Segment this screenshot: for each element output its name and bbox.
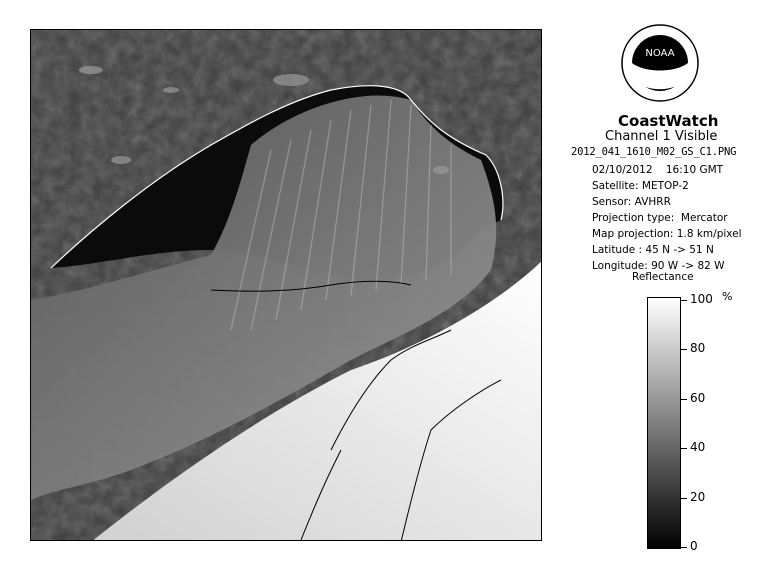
map-projection-label: Map projection: 1.8 km/pixel (592, 228, 742, 240)
scale-unit: % (722, 290, 733, 303)
scale-tick-label: 0 (690, 539, 698, 553)
scale-tick-mark (681, 547, 687, 548)
latitude-label: Latitude : 45 N -> 51 N (592, 244, 714, 256)
scale-tick-mark (681, 300, 687, 301)
scale-tick-label: 40 (690, 440, 706, 455)
satellite-image (30, 29, 542, 541)
product-title: CoastWatch (618, 112, 719, 130)
satellite-label: Satellite: METOP-2 (592, 180, 689, 192)
scale-tick-mark (681, 448, 687, 449)
sensor-label: Sensor: AVHRR (592, 196, 671, 208)
map-svg (31, 30, 542, 541)
noaa-logo (620, 18, 700, 108)
scale-tick-mark (681, 498, 687, 499)
scale-title: Reflectance (632, 271, 694, 283)
scale-tick-label: 20 (690, 489, 706, 504)
longitude-label: Longitude: 90 W -> 82 W (592, 260, 725, 272)
scale-tick-mark (681, 399, 687, 400)
scale-tick-mark (681, 349, 687, 350)
reflectance-colorbar (647, 297, 681, 549)
logo-text: NOAA (645, 48, 675, 59)
projection-type-label: Projection type: Mercator (592, 212, 728, 224)
channel-label: Channel 1 Visible (605, 129, 718, 144)
scale-tick-label: 60 (690, 390, 706, 405)
scale-tick-label: 80 (690, 341, 706, 356)
filename-label: 2012_041_1610_M02_GS_C1.PNG (571, 146, 737, 158)
datetime-label: 02/10/2012 16:10 GMT (592, 164, 724, 176)
scale-tick-label: 100 (690, 292, 713, 306)
